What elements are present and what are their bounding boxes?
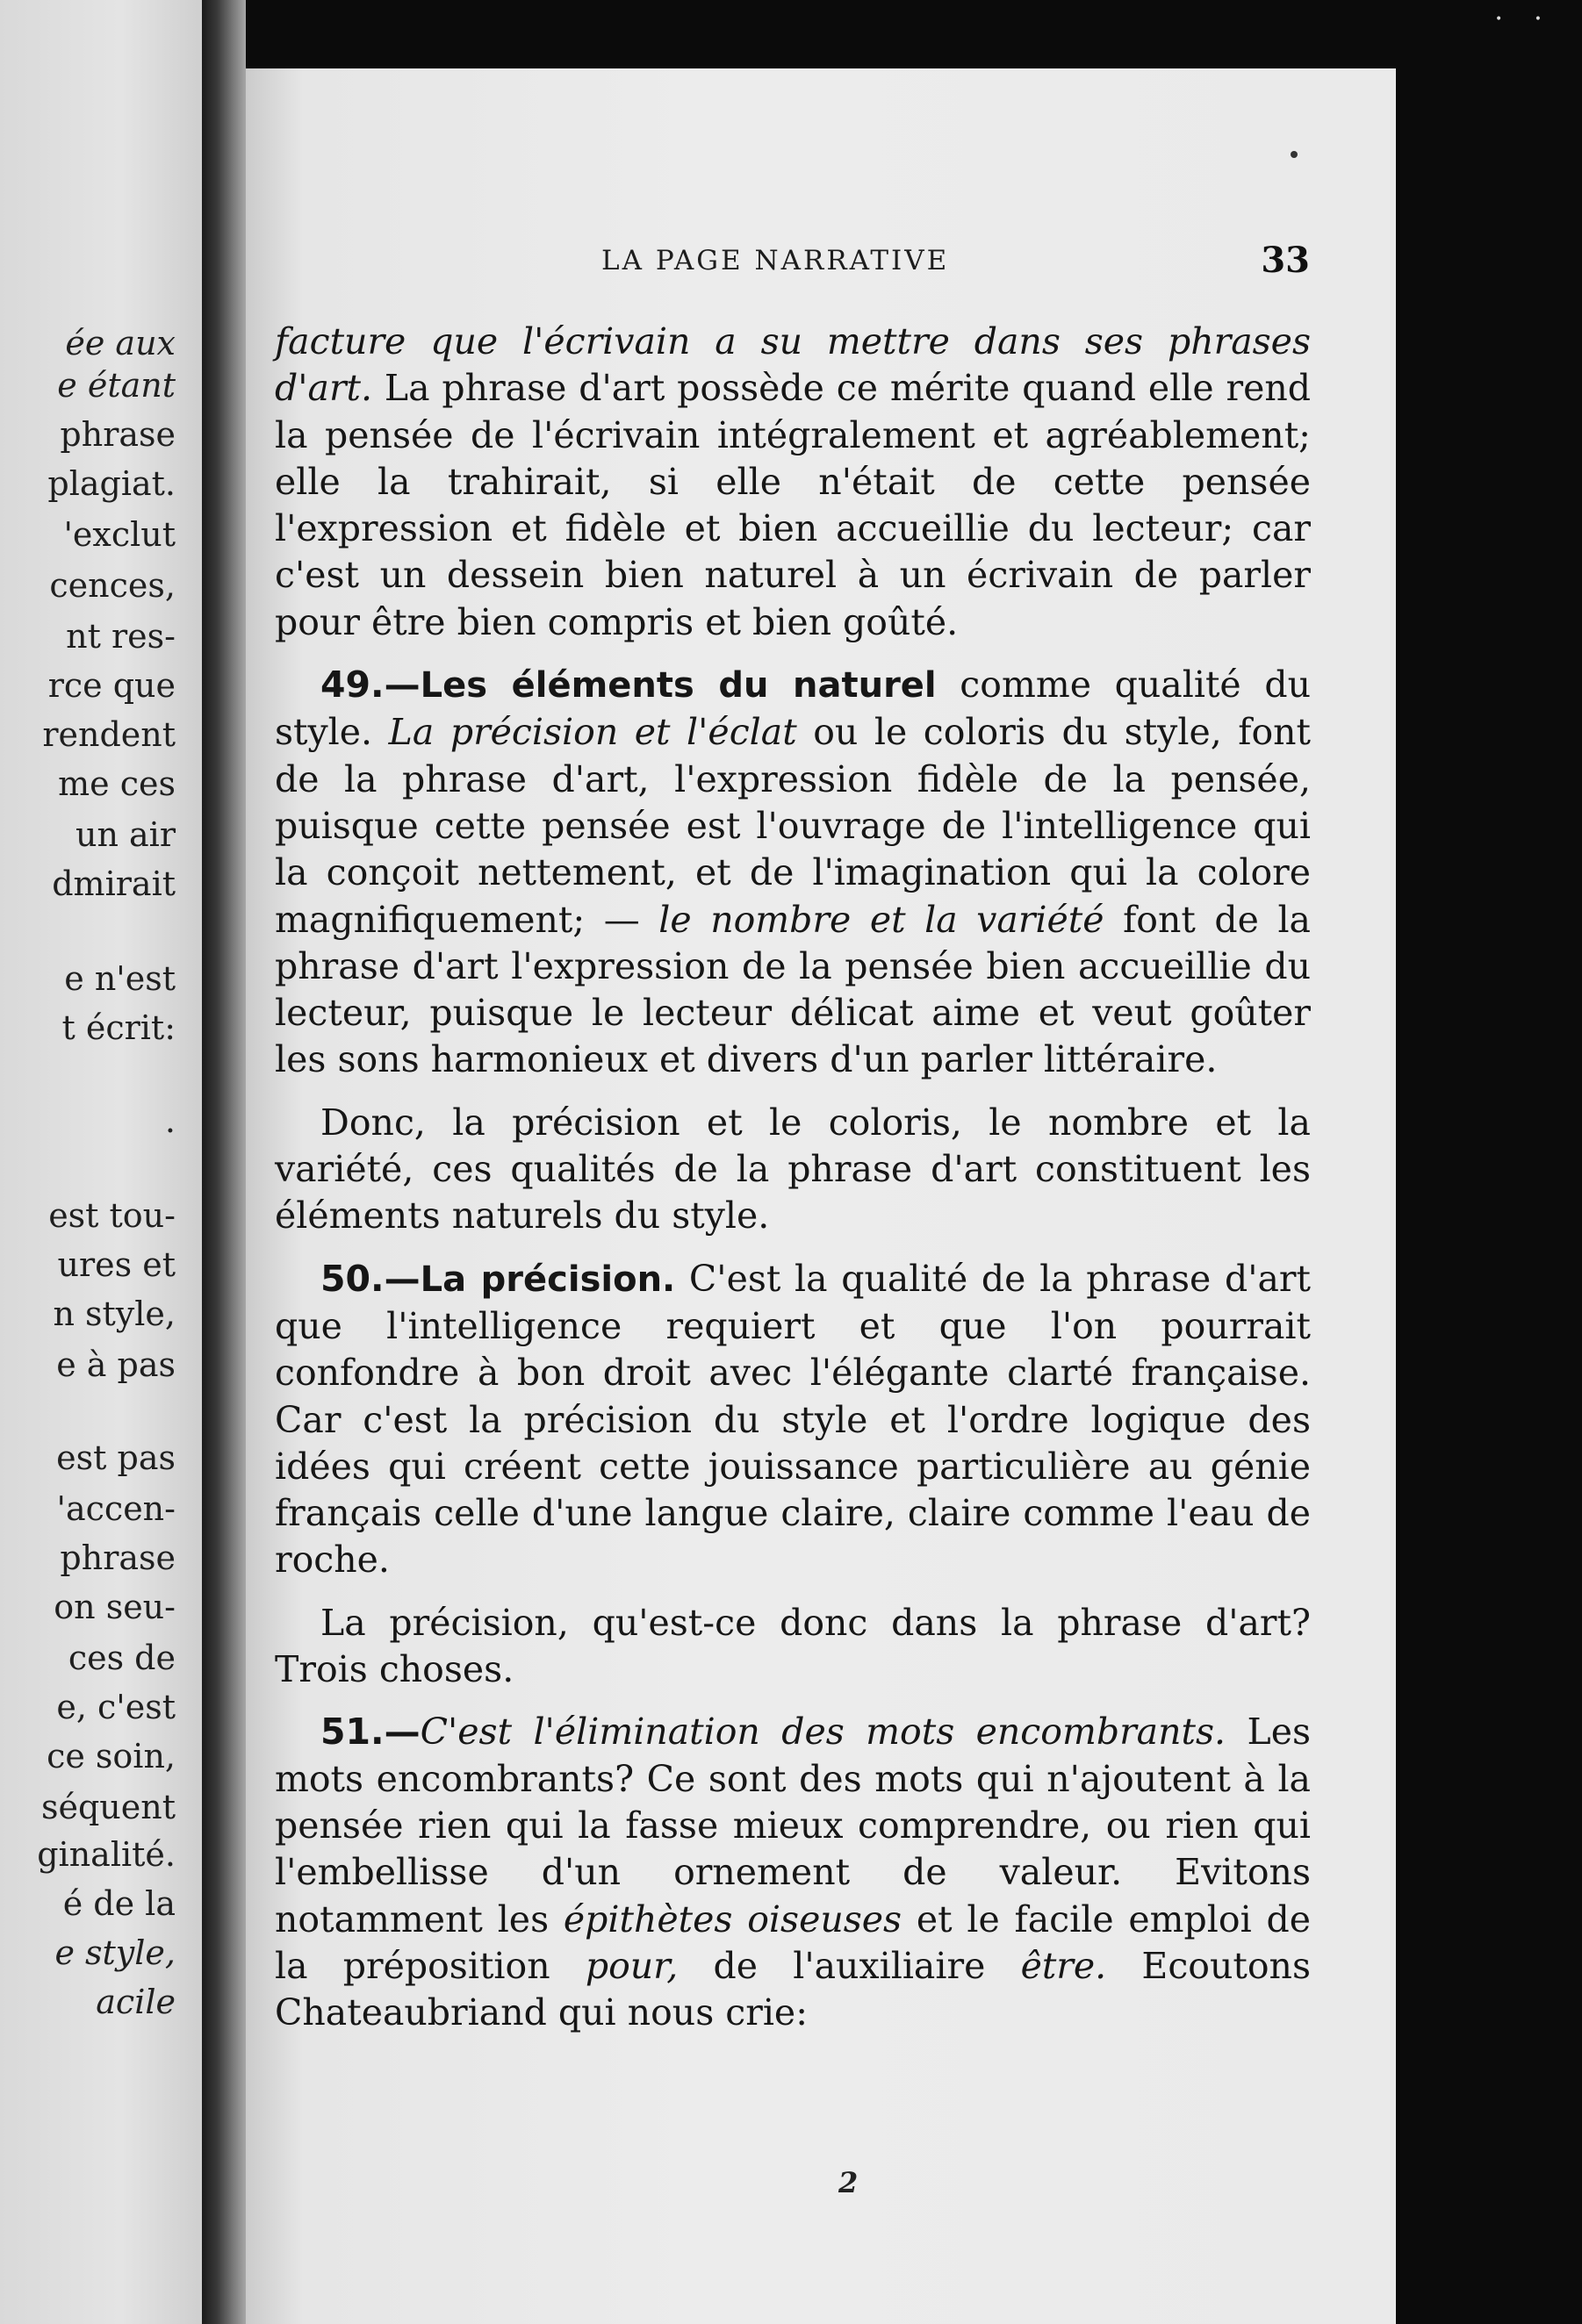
page-body xyxy=(275,319,1311,2036)
paragraph-continuation xyxy=(275,319,1311,646)
left-page-line: e étant xyxy=(57,366,176,405)
left-page-line: rendent xyxy=(42,715,176,754)
paragraph-text: Ecoutons Chateaubriand qui nous crie: xyxy=(275,1944,1311,2034)
left-page-line: phrase xyxy=(60,415,176,454)
ink-dot xyxy=(1291,151,1298,158)
left-page-line: ures et xyxy=(57,1245,176,1284)
left-page-line: séquent xyxy=(40,1788,176,1826)
right-page xyxy=(246,68,1396,2324)
section-heading: Les éléments du naturel xyxy=(420,665,937,707)
left-page-line: est pas xyxy=(56,1438,176,1477)
italic-phrase: être. xyxy=(1020,1944,1107,1987)
left-page-line: un air xyxy=(76,815,176,854)
paragraph-49 xyxy=(275,662,1311,1084)
paragraph-50 xyxy=(275,1256,1311,1584)
italic-phrase: épithètes oiseuses xyxy=(563,1897,902,1940)
left-page-line: t écrit: xyxy=(61,1008,176,1047)
italic-phrase: pour, xyxy=(585,1944,679,1987)
left-page-line: 'accen- xyxy=(56,1489,176,1528)
left-page-line: rce que xyxy=(47,666,176,705)
left-page-line: ginalité. xyxy=(37,1835,176,1874)
left-page-line: me ces xyxy=(58,764,176,803)
left-page-line: é de la xyxy=(62,1884,176,1923)
left-page-line: est tou- xyxy=(48,1196,176,1235)
page-header xyxy=(246,240,1396,287)
paragraph-text: Donc, la précision et le coloris, le nombre et la variété, ces qualités de la phrase d'art constituent les éléments naturels du style. xyxy=(275,1101,1311,1237)
left-page-fragment xyxy=(0,0,202,2324)
section-number: 49.— xyxy=(320,663,421,707)
section-number: 50.— xyxy=(320,1257,421,1300)
left-page-line: ée aux xyxy=(65,324,176,362)
paragraph-text: ou le coloris du style, font de la phrase d'art, l'expression fidèle de la pensée, puisque cette pensée est l'ouvrage de l'intelligence qui la conçoit nettement, et de l'imagination qui la colore magnifiquement; — xyxy=(275,711,1312,941)
italic-phrase: facture que l'écrivain a su mettre dans ses phrases d'art. xyxy=(275,320,1311,410)
left-page-line: e style, xyxy=(54,1933,176,1972)
paragraph-question xyxy=(275,1600,1311,1694)
paragraph-text: La phrase d'art possède ce mérite quand elle rend la pensée de l'écrivain intégralement et agréablement; elle la trahirait, si elle n'était de cette pensée l'expression et fidèle et bien accueillie du lecteur; car c'est un dessein bien naturel à un écrivain de parler pour être bien compris et bien goûté. xyxy=(275,367,1311,643)
left-page-line: ces de xyxy=(68,1639,176,1677)
signature-mark: 2 xyxy=(838,2166,859,2199)
italic-phrase: La précision et l'éclat xyxy=(388,711,797,754)
paragraph-text: de l'auxiliaire xyxy=(678,1944,1021,1987)
paragraph-text: comme qualité du style. xyxy=(275,663,1311,754)
paragraph-text: et le facile emploi de la préposition xyxy=(275,1897,1311,1987)
scan-specks: • • xyxy=(1495,12,1556,26)
left-page-line: on seu- xyxy=(54,1588,176,1626)
paragraph-text: font de la phrase d'art l'expression de la pensée bien accueillie du lecteur, puisque le lecteur délicat aime et veut goûter les sons harmonieux et divers d'un parler littéraire. xyxy=(275,898,1311,1081)
left-page-line: ce soin, xyxy=(47,1737,176,1775)
left-page-line: e à pas xyxy=(56,1345,176,1384)
section-heading: La précision. xyxy=(420,1259,676,1300)
left-page-line: phrase xyxy=(60,1539,176,1577)
paragraph-text: La précision, qu'est-ce donc dans la phrase d'art? Trois choses. xyxy=(275,1601,1311,1691)
left-page-line: . xyxy=(164,1101,176,1140)
left-page-line: nt res- xyxy=(66,617,176,656)
section-heading-italic: C'est l'élimination des mots encombrants. xyxy=(420,1711,1226,1754)
left-page-line: plagiat. xyxy=(47,464,176,503)
paragraph-51 xyxy=(275,1709,1311,2036)
paragraph-text: C'est la qualité de la phrase d'art que l'intelligence requiert et que l'on pourrait confondre à bon droit avec l'élégante clarté française. Car c'est la précision du style et l'ordre logique des idées qui créent cette jouissance particulière au génie français celle d'une langue claire, claire comme l'eau de roche. xyxy=(275,1257,1311,1582)
book-spine xyxy=(202,0,246,2324)
left-page-line: e n'est xyxy=(64,959,176,998)
left-page-line: e, c'est xyxy=(56,1688,176,1726)
left-page-line: dmirait xyxy=(52,864,176,903)
left-page-line: acile xyxy=(96,1983,176,2021)
running-title: LA PAGE NARRATIVE xyxy=(601,245,950,276)
left-page-line: 'exclut xyxy=(63,515,176,554)
section-number: 51.— xyxy=(320,1711,421,1754)
paragraph-text: Les mots encombrants? Ce sont des mots qui n'ajoutent à la pensée rien qui la fasse mieux comprendre, ou rien qui l'embellisse d'un ornement de valeur. Evitons notamment les xyxy=(275,1711,1311,1940)
italic-phrase: le nombre et la variété xyxy=(658,898,1104,941)
left-page-line: cences, xyxy=(49,566,176,605)
left-page-line: n style, xyxy=(53,1295,176,1333)
paragraph-donc xyxy=(275,1100,1311,1240)
page-number: 33 xyxy=(1261,240,1310,281)
